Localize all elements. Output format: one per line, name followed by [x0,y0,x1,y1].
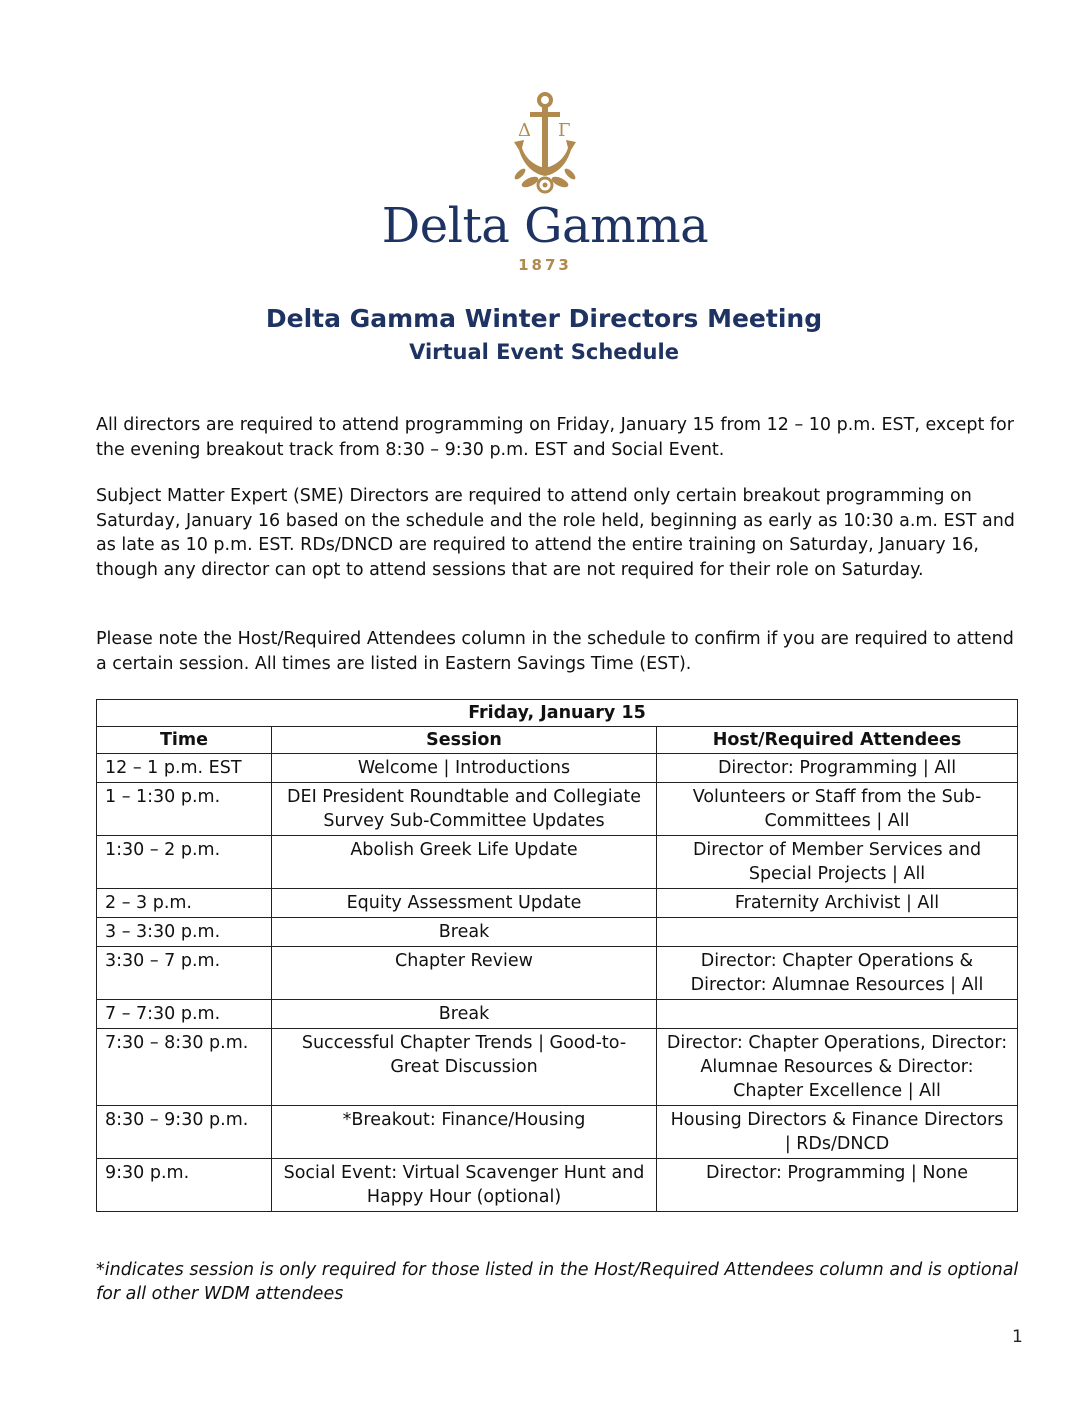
monogram-right: Γ [558,120,571,141]
row-host [657,1000,1018,1029]
page-title: Delta Gamma Winter Directors Meeting [265,304,823,333]
table-row [97,1159,1018,1212]
table-row [97,1029,1018,1106]
row-time: 3:30 – 7 p.m. [97,947,272,1000]
row-time: 7 – 7:30 p.m. [97,1000,272,1029]
row-host: Director of Member Services and Special Projects | All [657,836,1018,889]
row-session: Abolish Greek Life Update [272,836,657,889]
logo-wordmark: Delta Gamma [381,198,709,254]
row-time: 8:30 – 9:30 p.m. [97,1106,272,1159]
row-session: Break [272,918,657,947]
footnote: *indicates session is only required for those listed in the Host/Required Attendees column and is optional for all other WDM attendees [96,1260,1019,1304]
row-time: 1 – 1:30 p.m. [97,783,272,836]
page-number: 1 [1012,1327,1023,1347]
anchor-icon [500,90,590,196]
row-session: Social Event: Virtual Scavenger Hunt and Happy Hour (optional) [272,1159,657,1212]
row-host: Director: Programming | All [657,754,1018,783]
row-time: 7:30 – 8:30 p.m. [97,1029,272,1106]
schedule-column-headers [97,727,1018,754]
table-row [97,947,1018,1000]
row-time: 1:30 – 2 p.m. [97,836,272,889]
column-header-time: Time [97,727,272,754]
row-host: Fraternity Archivist | All [657,889,1018,918]
row-session: DEI President Roundtable and Collegiate Survey Sub-Committee Updates [272,783,657,836]
intro-paragraph-3: Please note the Host/Required Attendees column in the schedule to confirm if you are required to attend a certain session. All times are listed in Eastern Savings Time (EST). [96,629,1014,674]
logo-year: 1873 [518,256,572,274]
row-host: Volunteers or Staff from the Sub-Committees | All [657,783,1018,836]
table-row [97,836,1018,889]
column-header-host: Host/Required Attendees [657,727,1018,754]
row-session: Chapter Review [272,947,657,1000]
schedule-day-header: Friday, January 15 [97,700,1018,727]
row-host [657,918,1018,947]
page-subtitle: Virtual Event Schedule [409,340,679,364]
row-session: Break [272,1000,657,1029]
row-session: Equity Assessment Update [272,889,657,918]
row-host: Director: Chapter Operations, Director: Alumnae Resources & Director: Chapter Excellence | All [657,1029,1018,1106]
intro-paragraph-2: Subject Matter Expert (SME) Directors are required to attend only certain breakout programming on Saturday, January 16 based on the schedule and the role held, beginning as early as 10:30 a.m. EST and as late as 10 p.m. EST. RDs/DNCD are required to attend the entire training on Saturday, January 16, though any director can opt to attend sessions that are not required for their role on Saturday. [96,486,1015,580]
row-host: Housing Directors & Finance Directors | RDs/DNCD [657,1106,1018,1159]
row-host: Director: Chapter Operations & Director: Alumnae Resources | All [657,947,1018,1000]
row-session: *Breakout: Finance/Housing [272,1106,657,1159]
table-row [97,754,1018,783]
table-row [97,1000,1018,1029]
row-time: 3 – 3:30 p.m. [97,918,272,947]
table-row [97,918,1018,947]
row-session: Welcome | Introductions [272,754,657,783]
table-row [97,1106,1018,1159]
table-row [97,783,1018,836]
row-time: 2 – 3 p.m. [97,889,272,918]
intro-paragraph-1: All directors are required to attend programming on Friday, January 15 from 12 – 10 p.m. EST, except for the evening breakout track from 8:30 – 9:30 p.m. EST and Social Event. [96,415,1014,460]
row-time: 12 – 1 p.m. EST [97,754,272,783]
schedule-table [96,699,1018,1212]
table-row [97,889,1018,918]
column-header-session: Session [272,727,657,754]
schedule-day-row [97,700,1018,727]
row-host: Director: Programming | None [657,1159,1018,1212]
row-session: Successful Chapter Trends | Good-to-Great Discussion [272,1029,657,1106]
row-time: 9:30 p.m. [97,1159,272,1212]
delta-gamma-logo [380,90,710,280]
monogram-left: Δ [518,120,531,141]
